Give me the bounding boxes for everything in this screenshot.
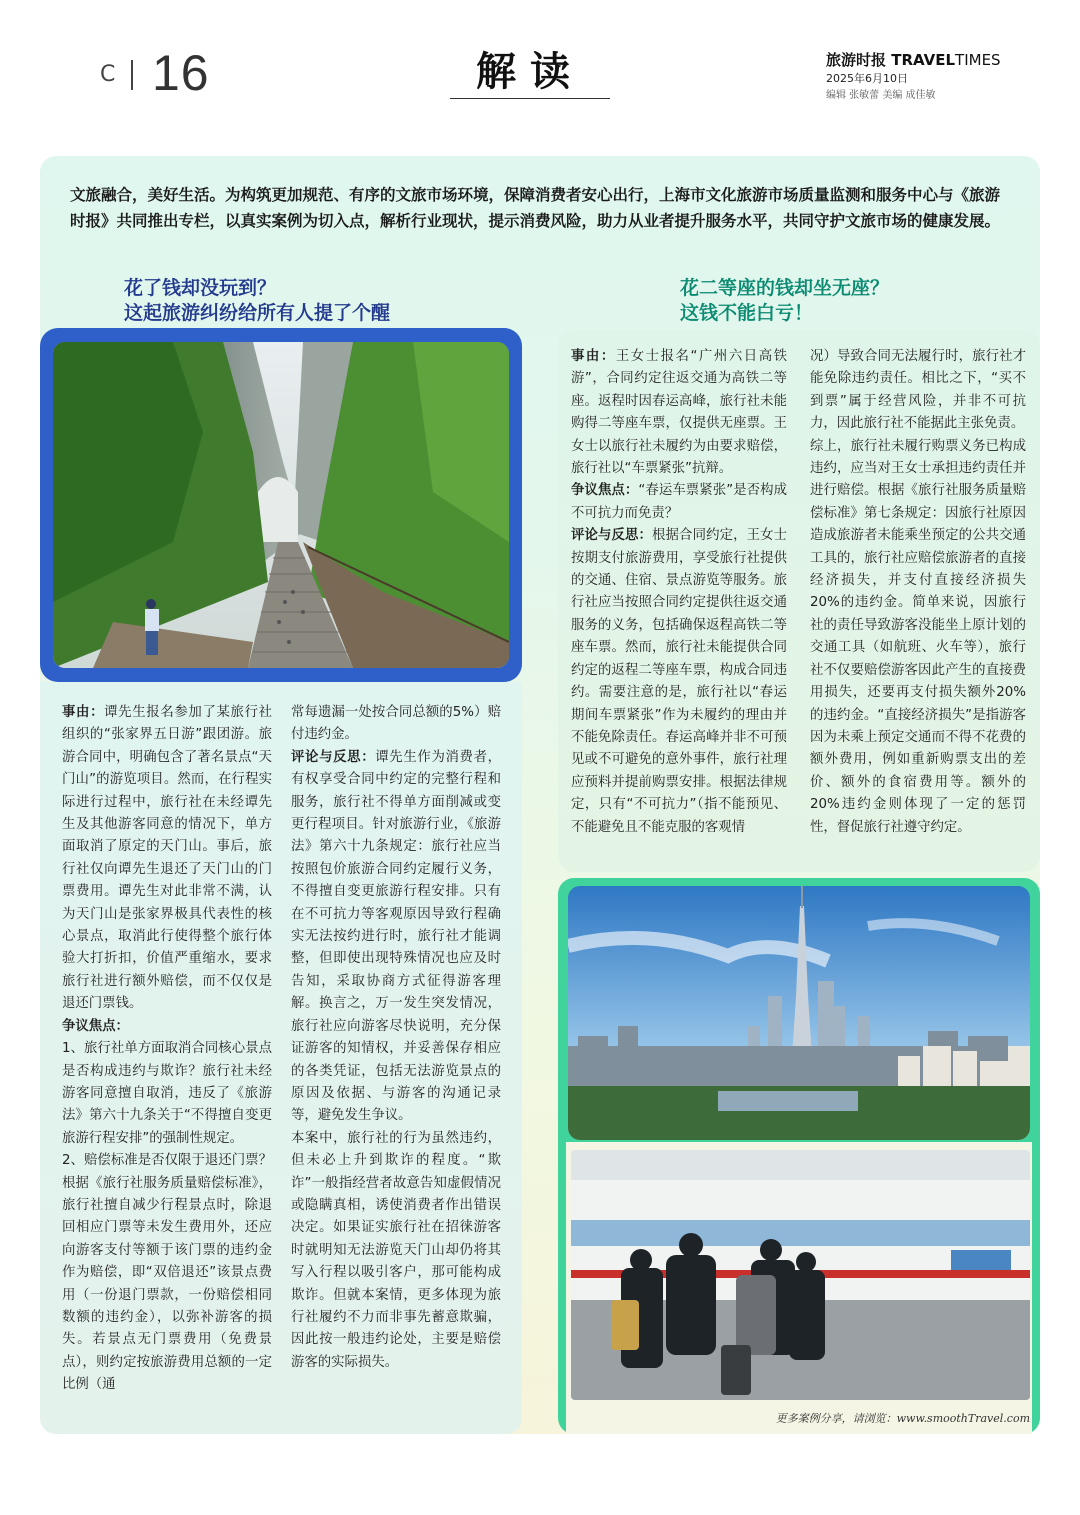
conclusion-text: 综上，旅行社未履行购票义务已构成违约，应当对王女士承担违约责任并进行赔偿。根据《旅行社服务质量赔偿标准》第七条规定：因旅行社原因造成旅游者未能乘坐预定的公共交通工具的，旅行社应赔偿旅游者的直接经济损失，并支付直接经济损失20%的违约金。简单来说，因旅行社的责任导致游客没能坐上原计划的交通工具（如航班、火车等），旅行社不仅要赔偿游客因此产生的直接费用损失，还要再支付损失额外20%的违约金。“直接经济损失”是指游客因为未乘上预定交通而不得不花费的额外费用，例如重新购票支出的差价、额外的食宿费用等。额外的20%违约金则体现了一定的惩罚性，督促旅行社遵守约定。 — [810, 438, 1026, 835]
right-title-line1: 花二等座的钱却坐无座？ — [680, 277, 890, 299]
dispute-point-2-cont: 常每遗漏一处按合同总额的5%）赔付违约金。 — [291, 705, 501, 743]
brand-en-regular: TIMES — [955, 51, 1001, 69]
label-cause: 事由： — [571, 349, 616, 364]
label-dispute: 争议焦点： — [571, 483, 639, 499]
brand-en-bold: TRAVEL — [891, 51, 956, 69]
page-number: 16 — [152, 45, 210, 101]
column-intro: 文旅融合，美好生活。为构筑更加规范、有序的文旅市场环境，保障消费者安心出行，上海市文化旅游市场质量监测和服务中心与《旅游时报》共同推出专栏，以真实案例为切入点，解析行业现状，提示消费风险，助力从业者提升服务水平，共同守护文旅市场的健康发展。 — [70, 186, 1001, 230]
section-title: 解读 — [476, 48, 584, 95]
label-dispute: 争议焦点： — [62, 1018, 129, 1034]
dispute-point-2: 2、赔偿标准是否仅限于退还门票？根据《旅行社服务质量赔偿标准》，旅行社擅自减少行程景点时，除退回相应门票等未发生费用外，还应向游客支付等额于该门票的违约金作为赔偿，即“双倍退还”该景点费用（一份退门票款，一份赔偿相同数额的违约金），以弥补游客的损失。若景点无门票费用（免费景点），则约定按旅游费用总额的一定比例（通 — [62, 1153, 272, 1393]
website-caption: 更多案例分享，请浏览：www.smoothTravel.com — [775, 1412, 1030, 1425]
left-article-title — [124, 276, 390, 326]
right-article-column-1 — [571, 346, 787, 839]
newspaper-brand — [826, 49, 1001, 70]
right-title-line2: 这钱不能白亏！ — [680, 302, 814, 324]
left-article-column-1 — [62, 702, 272, 1397]
analysis-text: 本案中，旅行社的行为虽然违约，但未必上升到欺诈的程度。“欺诈”一般指经营者故意告知虚假情况或隐瞒真相，诱使消费者作出错误决定。如果证实旅行社在招徕游客时就明知无法游览天门山却仍将其写入行程以吸引客户，那可能构成欺诈。但就本案情，更多体现为旅行社履约不力而非事先蓄意欺骗，因此按一般违约论处，主要是赔偿游客的实际损失。 — [291, 1130, 501, 1370]
label-comment: 评论与反思： — [291, 749, 376, 765]
right-article-title — [680, 276, 889, 326]
cause-text: 王女士报名“广州六日高铁游”，合同约定往返交通为高铁二等座。返程时因春运高峰，旅行社未能购得二等座车票，仅提供无座票。王女士以旅行社未履约为由要求赔偿，旅行社以“车票紧张”抗辩。 — [571, 349, 788, 477]
paragraph — [571, 480, 787, 525]
section-letter: C — [100, 62, 116, 87]
paragraph — [571, 525, 787, 839]
label-cause: 事由： — [62, 705, 105, 720]
comment-text: 根据合同约定，王女士按期支付旅游费用，享受旅行社提供的交通、住宿、景点游览等服务。旅行社应当按照合同约定提供往返交通服务的义务，包括确保返程高铁二等座车票。然而，旅行社未能提供合同约定的返程二等座车票，构成合同违约。需要注意的是，旅行社以“春运期间车票紧张”作为未履约的理由并不能免除责任。春运高峰并非不可预见或不可避免的意外事件，旅行社理应预料并提前购票安排。根据法律规定，只有“不可抗力”（指不能预见、不能避免且不能克服的客观情 — [571, 528, 788, 835]
editors-credit: 编辑 张敏蕾 美编 成佳敏 — [826, 90, 936, 101]
right-article-column-2 — [810, 346, 1026, 839]
title-underline — [450, 98, 610, 99]
issue-date: 2025年6月10日 — [826, 72, 908, 85]
label-comment: 评论与反思： — [571, 528, 653, 544]
brand-cn: 旅游时报 — [826, 51, 887, 69]
cause-text: 谭先生报名参加了某旅行社组织的“张家界五日游”跟团游。旅游合同中，明确包含了著名景点“天门山”的游览项目。然而，在行程实际进行过程中，旅行社在未经谭先生及其他游客同意的情况下，单方面取消了原定的天门山。事后，旅行社仅向谭先生退还了天门山的门票费用。谭先生对此非常不满，认为天门山是张家界极具代表性的核心景点，取消此行使得整个旅行体验大打折扣，价值严重缩水，要求旅行社进行额外赔偿，而不仅仅是退还门票钱。 — [62, 705, 273, 1012]
dispute-text: “春运车票紧张”是否构成不可抗力而免责？ — [571, 483, 788, 521]
left-title-line2: 这起旅游纠纷给所有人提了个醒 — [124, 302, 391, 324]
train-platform-photo — [571, 1150, 1030, 1400]
header-divider — [131, 60, 133, 90]
left-article-column-2 — [291, 702, 501, 1374]
comment-text: 谭先生作为消费者，有权享受合同中约定的完整行程和服务，旅行社不得单方面削减或变更行程项目。针对旅游行业，《旅游法》第六十九条规定：旅行社应当按照包价旅游合同约定履行义务，不得擅自变更旅游行程安排。只有在不可抗力等客观原因导致行程确实无法按约进行时，旅行社才能调整，但即使出现特殊情况也应及时告知，采取协商方式征得游客理解。换言之，万一发生突发情况，旅行社应向游客尽快说明，充分保证游客的知情权，并妥善保存相应的各类凭证，包括无法游览景点的原因及依据、与游客的沟通记录等，避免发生争议。 — [291, 749, 502, 1124]
comment-text-cont: 况）导致合同无法履行时，旅行社才能免除违约责任。相比之下，“买不到票”属于经营风险，并非不可抗力，因此旅行社不能据此主张免责。 — [810, 349, 1026, 432]
mountain-stairs-photo — [53, 342, 509, 668]
paragraph — [291, 747, 501, 1128]
left-title-line1: 花了钱却没玩到？ — [124, 277, 277, 299]
paragraph — [62, 702, 272, 1016]
paragraph — [571, 346, 787, 480]
dispute-point-1: 1、旅行社单方面取消合同核心景点是否构成违约与欺诈？旅行社未经游客同意擅自取消，违反了《旅游法》第六十九条关于“不得擅自变更旅游行程安排”的强制性规定。 — [62, 1041, 272, 1146]
city-skyline-photo — [568, 886, 1030, 1140]
